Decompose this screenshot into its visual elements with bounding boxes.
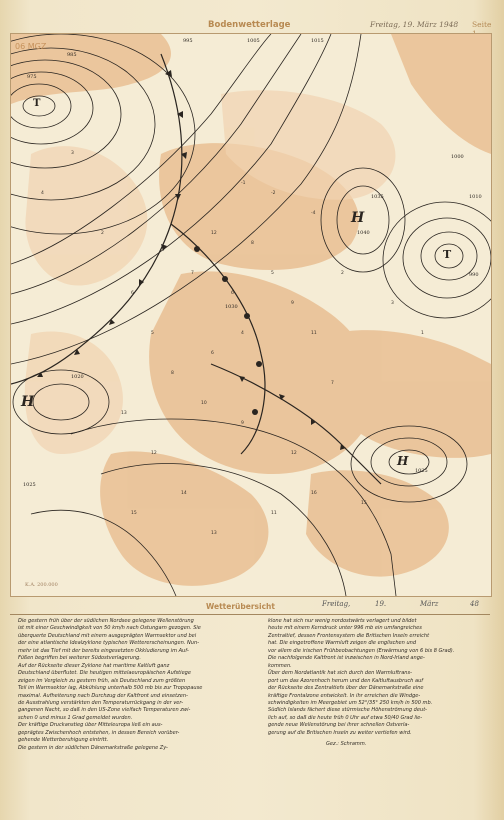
text-line: gehende Wetterberuhigung eintritt. xyxy=(18,737,109,744)
overview-weekday: Freitag, xyxy=(322,600,351,608)
page-header xyxy=(10,18,498,34)
isobar-label: 1020 xyxy=(71,374,84,380)
svg-text:12: 12 xyxy=(291,451,297,456)
svg-text:11: 11 xyxy=(271,511,277,516)
text-line: schen 0 und minus 1 Grad gemeldet wurden. xyxy=(18,714,133,721)
svg-text:7: 7 xyxy=(191,271,194,276)
isobar-label: 985 xyxy=(67,52,77,58)
page-title: Bodenwetterlage xyxy=(208,20,291,30)
svg-text:6: 6 xyxy=(231,291,234,296)
text-line: Die gestern früh über der südlichen Nordsee gelegene Wellenstörung xyxy=(18,618,194,624)
svg-text:8: 8 xyxy=(171,371,174,376)
text-line: klone hat sich nur wenig nordostwärts verlagert und bildet xyxy=(268,618,417,624)
text-line: vor allem die irischen Frühbeobachtungen (Erwärmung von 6 bis 8 Grad). xyxy=(268,647,455,654)
isobar-label: 1030 xyxy=(225,304,238,310)
page-number: Seite xyxy=(472,20,492,29)
isobar-label: 1025 xyxy=(23,482,36,488)
text-line: überquerte Deutschland mit einem ausgeprägten Warmsektor und bei xyxy=(18,632,197,639)
text-line: Deutschland überflutet. Die heutigen mittelaeuropäischen Aufstiege xyxy=(18,670,191,677)
map-copyright: K.A. 200.000 xyxy=(25,582,58,588)
text-line: hat. Die eingetroffene Warmluft zeigen die englischen und xyxy=(268,640,417,647)
isobar-label: 1000 xyxy=(451,154,464,160)
high-pressure-center: H xyxy=(21,394,35,410)
isobar-label: 1025 xyxy=(415,468,428,474)
text-line: heute mit einem Kerndruck unter 996 mb ein umfangreiches xyxy=(268,625,422,632)
isobar-label: 1010 xyxy=(469,194,482,200)
text-line: Zentraltief, dessen Frontensystem die Britischen Inseln erreicht xyxy=(268,632,430,639)
text-line: Die nachfolgende Kaltfront ist inzwischen in Nord-Irland ange- xyxy=(268,655,425,662)
svg-text:13: 13 xyxy=(121,411,127,416)
text-line: gerung auf die Britischen Inseln zu weiter vertiefen wird. xyxy=(268,729,412,736)
text-column-right xyxy=(268,618,490,749)
text-line: Südlich Islands fächert diese stürmische Höhenströmung deut- xyxy=(268,707,427,714)
svg-text:3: 3 xyxy=(391,301,394,306)
text-line: ist mit einer Geschwindigkeit von 50 km/h nach Ostungarn gezogen. Sie xyxy=(18,625,201,632)
text-line: Über dem Nordatlantik hat sich durch den Warmluftrans- xyxy=(268,670,412,677)
text-line: geprägtes Zwischenhoch entstehen, in dessen Bereich vorüber- xyxy=(18,729,180,736)
svg-text:9: 9 xyxy=(241,421,244,426)
svg-text:16: 16 xyxy=(311,491,317,496)
high-pressure-center: H xyxy=(397,454,409,468)
svg-text:15: 15 xyxy=(361,501,367,506)
overview-month: März xyxy=(420,600,439,608)
overview-header xyxy=(10,602,490,614)
weather-map-drawing xyxy=(11,34,491,596)
text-line: Füßen begriffen bei weiterer Südostverlagerung. xyxy=(18,655,141,662)
isobar-label: 995 xyxy=(183,38,193,44)
text-line: port um das Azorenhoch herum und den Kaltluftausbruch auf xyxy=(268,677,424,684)
isobar-label: 1015 xyxy=(311,38,324,44)
text-line: der eine atlantische Idealzyklone typischen Wettererscheinungen. Nun- xyxy=(18,640,200,647)
text-line: Die gestern in der südlichen Dänemarkstraße gelegene Zy- xyxy=(18,744,168,751)
svg-text:14: 14 xyxy=(181,491,187,496)
text-line: schwindigkeiten im Meergebiet um 52°/35° 250 km/h in 500 mb. xyxy=(268,699,433,706)
isobar-label: 1005 xyxy=(247,38,260,44)
text-line: zeigen im Vergleich zu gestern früh, als Deutschland zum größten xyxy=(18,677,186,684)
map-time-stamp: 06 MGZ xyxy=(15,42,47,51)
text-line: lich auf, so daß die heute früh 0 Uhr auf etwa 50/40 Grad lie- xyxy=(268,714,423,721)
weather-map xyxy=(10,33,492,597)
svg-text:5: 5 xyxy=(151,331,154,336)
svg-text:12: 12 xyxy=(211,231,217,236)
isobar-label: 1035 xyxy=(371,194,384,200)
svg-text:2: 2 xyxy=(341,271,344,276)
svg-text:9: 9 xyxy=(291,301,294,306)
svg-text:8: 8 xyxy=(251,241,254,246)
isobar-label: 990 xyxy=(469,272,479,278)
divider xyxy=(10,614,490,615)
overview-year: 48 xyxy=(470,600,479,608)
low-pressure-center: T xyxy=(33,98,41,109)
svg-text:13: 13 xyxy=(211,531,217,536)
svg-text:2: 2 xyxy=(101,231,104,236)
svg-text:-1: -1 xyxy=(241,181,246,186)
text-line: Auf der Rückseite dieser Zyklone hat maritime Kaltluft ganz xyxy=(18,662,170,669)
svg-text:4: 4 xyxy=(41,191,44,196)
text-line: Der kräftige Druckanstieg über Mitteleuropa ließ ein aus- xyxy=(18,722,163,729)
svg-text:7: 7 xyxy=(331,381,334,386)
svg-text:12: 12 xyxy=(151,451,157,456)
svg-text:15: 15 xyxy=(131,511,137,516)
svg-text:6: 6 xyxy=(211,351,214,356)
low-pressure-center: T xyxy=(443,248,452,261)
text-line: kräftige Frontalzone entwickelt. In ihr erreichen die Windge- xyxy=(268,692,421,699)
svg-text:10: 10 xyxy=(201,401,207,406)
svg-text:3: 3 xyxy=(71,151,74,156)
isobar-label: 1040 xyxy=(357,230,370,236)
text-line: Teil im Warmsektor lag, Abkühlung unterhalb 500 mb bis zur Tropopause xyxy=(18,685,203,692)
svg-text:6: 6 xyxy=(131,291,134,296)
svg-text:-2: -2 xyxy=(271,191,276,196)
text-line: gende neue Wellenstörung bei ihrer schnellen Ostverla- xyxy=(268,722,410,729)
text-line: gangenen Nacht, so daß in den US-Zone vielfach Temperaturen zwi- xyxy=(18,707,191,714)
text-column-left xyxy=(18,618,240,752)
overview-day: 19. xyxy=(375,600,387,608)
svg-text:4: 4 xyxy=(241,331,244,336)
text-line: maximal. Aufheiterung nach Durchzug der Kaltfront und einsetzen- xyxy=(18,692,188,699)
svg-text:1: 1 xyxy=(421,331,424,336)
signature: Gez.: Schramm. xyxy=(326,741,367,748)
text-line: kommen. xyxy=(268,662,292,669)
text-line: mehr ist das Tief mit der bereits eingesetzten Okkludierung im Auf- xyxy=(18,647,189,654)
svg-text:-4: -4 xyxy=(311,211,316,216)
text-line: der Rückseite des Zentraltiefs über der Dänemarkstraße eine xyxy=(268,685,424,692)
isobar-label: 975 xyxy=(27,74,37,80)
text-line: de Ausstrahlung verstärkten den Temperaturrückgang in der ver- xyxy=(18,699,184,706)
svg-text:11: 11 xyxy=(311,331,317,336)
svg-text:5: 5 xyxy=(271,271,274,276)
high-pressure-center: H xyxy=(351,210,365,226)
overview-title: Wetterübersicht xyxy=(206,602,275,611)
page-date: Freitag, 19. März 1948 xyxy=(370,20,459,29)
